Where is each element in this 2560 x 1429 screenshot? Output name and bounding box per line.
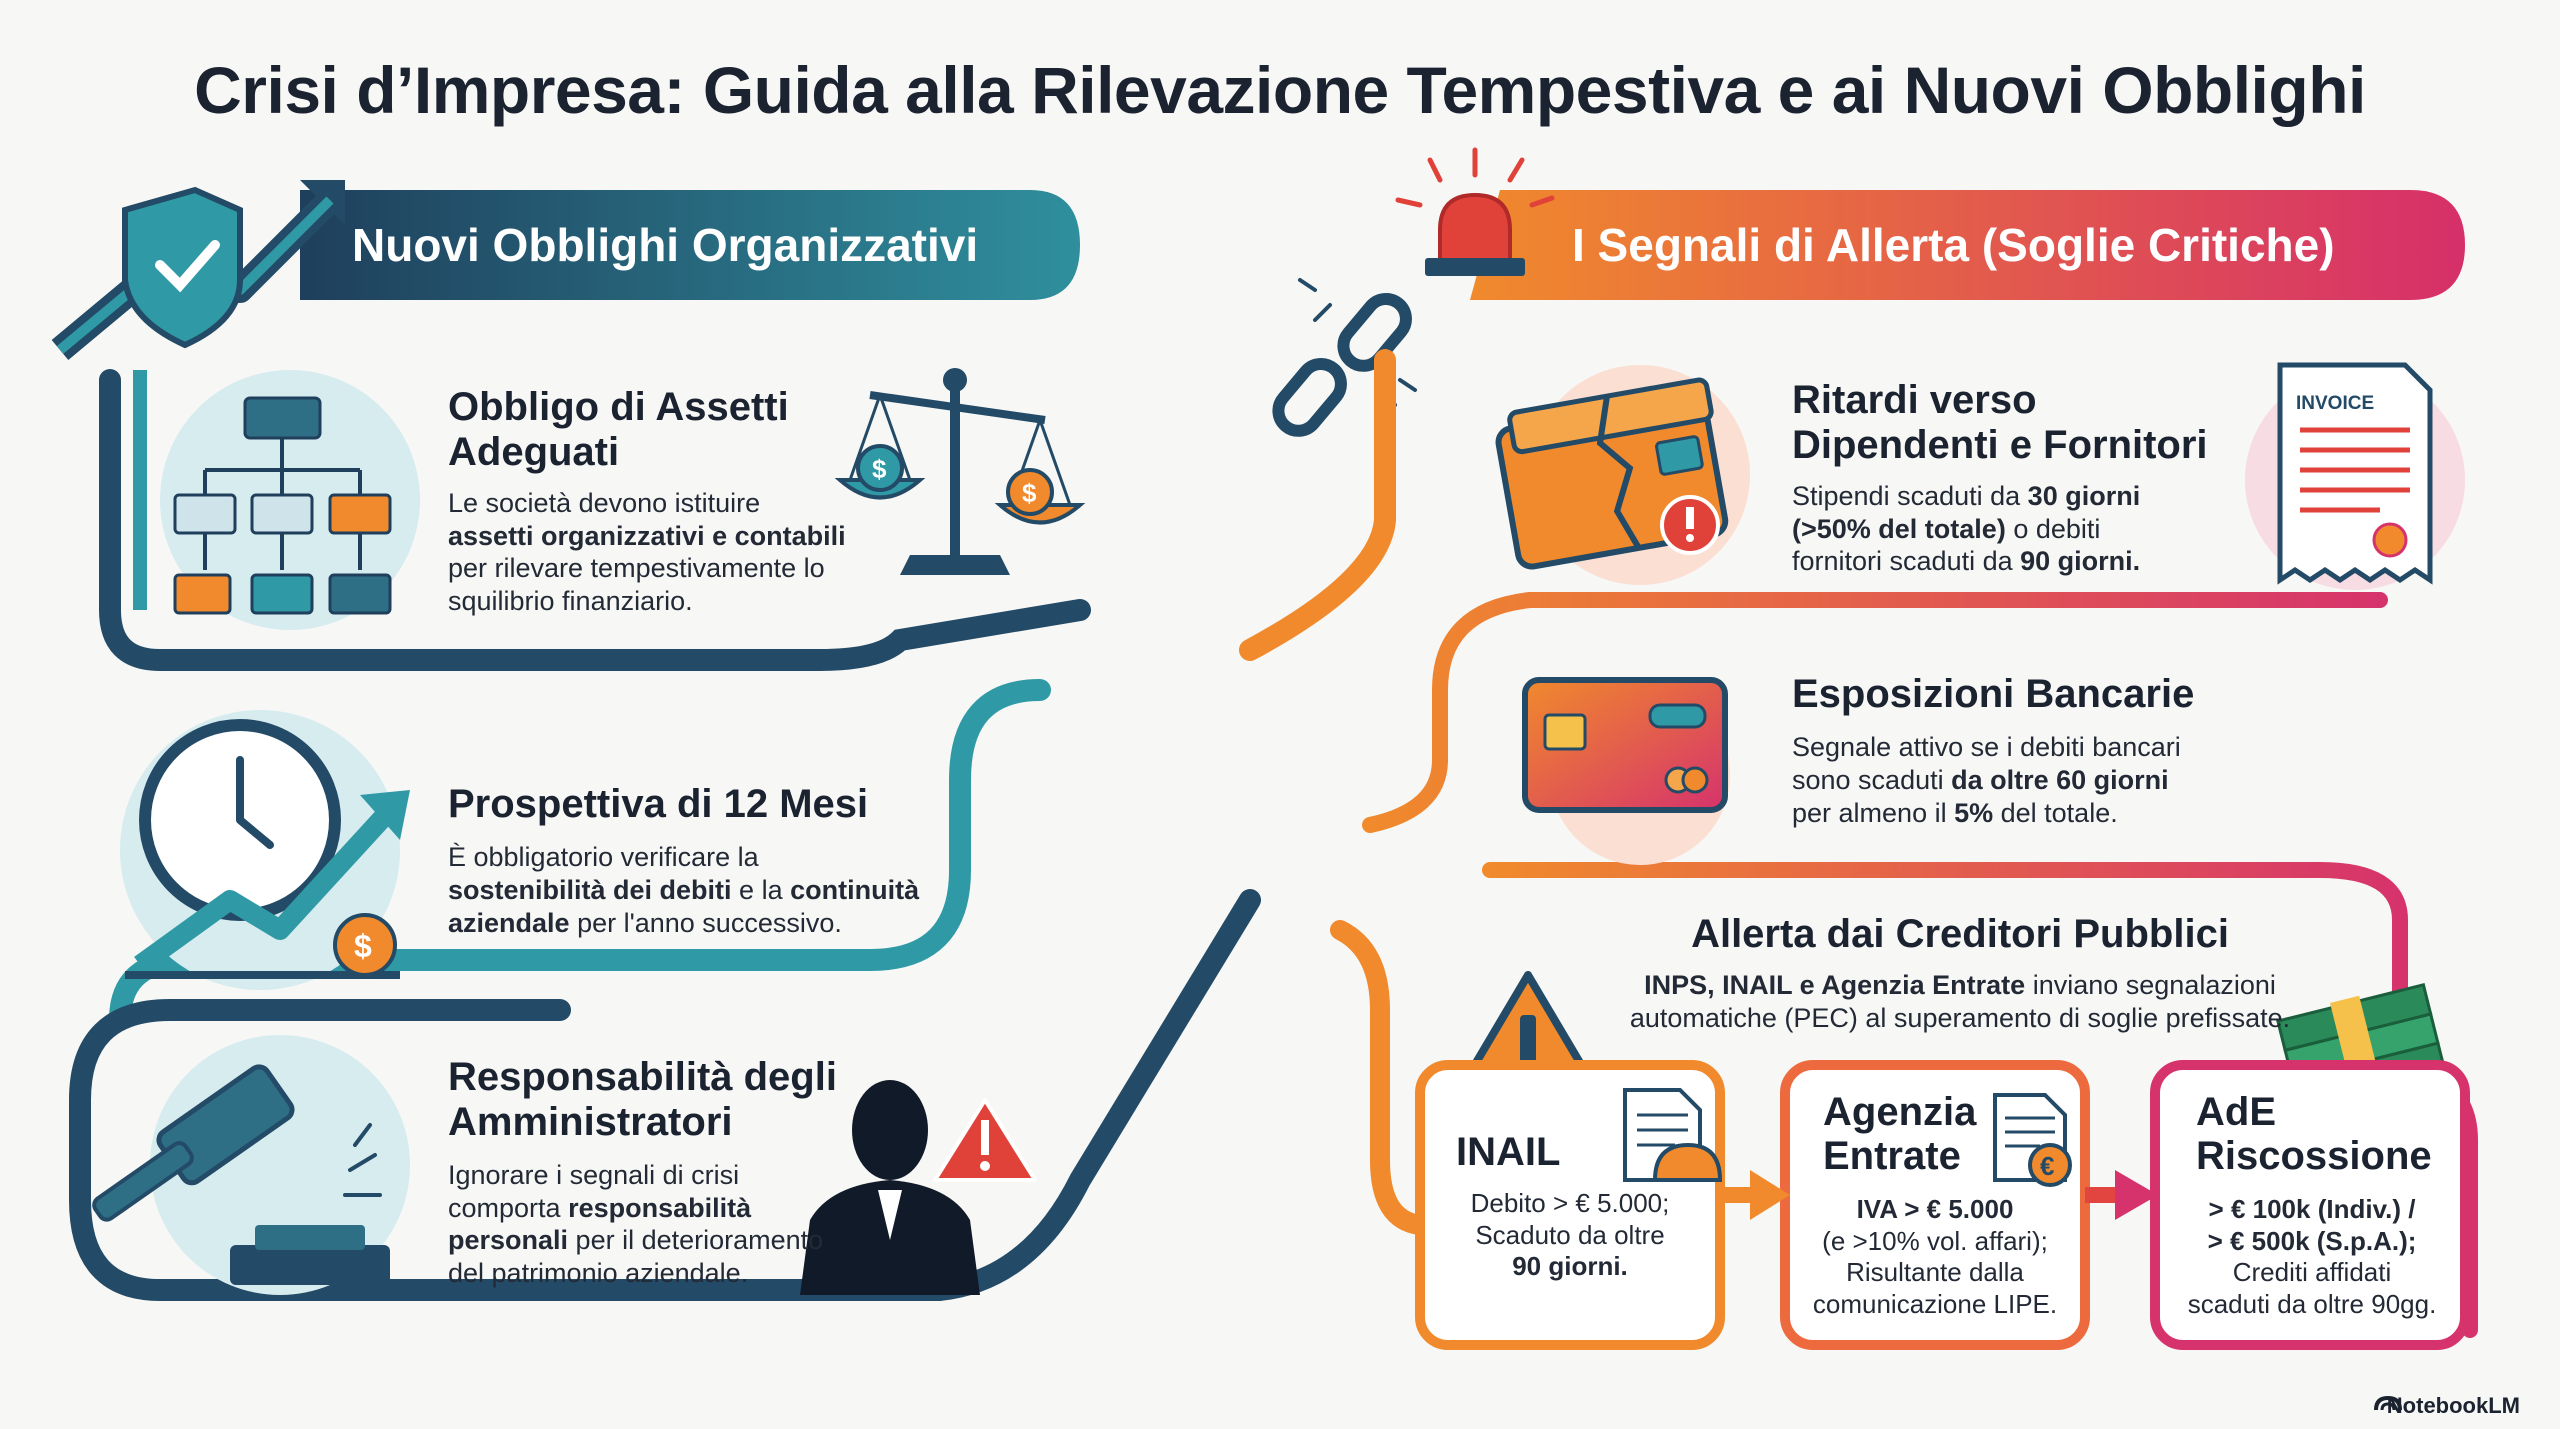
item-12-mesi-body-2c: continuità: [790, 874, 920, 905]
box-riscossione: [2172, 1090, 2452, 1321]
warning-triangle-icon-left: [935, 1100, 1035, 1180]
item-ritardi-body-1a: Stipendi scaduti da: [1792, 480, 2028, 511]
clock-growth-icon: [120, 710, 410, 990]
right-ribbon-side: [1340, 930, 1420, 1225]
box-riscossione-title-1: AdE: [2196, 1090, 2276, 1134]
item-ritardi-body-2a: (>50% del totale): [1792, 513, 2006, 544]
scales-icon: [840, 368, 1080, 575]
item-responsabilita-body-1: Ignorare i segnali di crisi: [448, 1159, 740, 1190]
public-creditors-body-1a: INPS, INAIL e Agenzia Entrate: [1644, 969, 2026, 1000]
item-12-mesi-body-1: È obbligatorio verificare la: [448, 841, 759, 872]
item-assetti-body-4: squilibrio finanziario.: [448, 586, 693, 617]
public-creditors-body-1b: inviano segnalazioni: [2025, 969, 2276, 1000]
item-responsabilita-body-4: del patrimonio aziendale.: [448, 1258, 749, 1289]
item-12-mesi-body-3a: aziendale: [448, 907, 570, 938]
item-ritardi-heading-1: Ritardi verso: [1792, 378, 2037, 422]
item-responsabilita-body-2b: responsabilità: [568, 1192, 752, 1223]
svg-text:€: €: [2040, 1151, 2055, 1181]
item-responsabilita-body-3b: per il deterioramento: [568, 1225, 824, 1256]
item-12-mesi-body-2a: sostenibilità dei debiti: [448, 874, 732, 905]
item-responsabilita-body-2a: comporta: [448, 1192, 569, 1223]
item-responsabilita-body-3a: personali: [448, 1225, 569, 1256]
broken-wallet-icon: [1494, 365, 1750, 585]
box-riscossione-line-1: > € 100k (Indiv.) /: [2208, 1194, 2416, 1224]
item-esposizioni-body-3a: per almeno il: [1792, 797, 1955, 828]
item-assetti-heading-1: Obbligo di Assetti: [448, 385, 789, 429]
box-agenzia-title-2: Entrate: [1823, 1134, 1961, 1178]
box-agenzia-line-4: comunicazione LIPE.: [1812, 1289, 2058, 1320]
item-assetti-body-1: Le società devono istituire: [448, 487, 761, 518]
item-assetti-body-3: per rilevare tempestivamente lo: [448, 553, 825, 584]
box-riscossione-line-4: scaduti da oltre 90gg.: [2187, 1289, 2437, 1320]
item-ritardi-heading-2: Dipendenti e Fornitori: [1792, 422, 2208, 467]
item-assetti-body-2: assetti organizzativi e contabili: [448, 520, 846, 551]
box-riscossione-line-3: Crediti affidati: [2232, 1257, 2392, 1288]
invoice-label: INVOICE: [2296, 393, 2375, 414]
item-esposizioni-body-2b: da oltre 60 giorni: [1951, 764, 2169, 795]
item-ritardi-body-2b: o debiti: [2005, 513, 2101, 544]
footer-brand: NotebookLM: [2386, 1393, 2520, 1418]
arrow-right-icon-1: [1720, 1170, 1790, 1220]
left-banner-title: Nuovi Obblighi Organizzativi: [352, 219, 979, 271]
item-ritardi-body-3a: fornitori scaduti da: [1792, 546, 2021, 577]
public-creditors-body-2: automatiche (PEC) al superamento di soglie prefissate.: [1629, 1002, 2291, 1033]
item-ritardi: [1792, 378, 2262, 578]
svg-text:$: $: [1022, 478, 1037, 508]
right-ribbon-upper: [1250, 360, 1385, 650]
item-ritardi-body-3b: 90 giorni.: [2020, 546, 2141, 577]
item-esposizioni-body-3c: del totale.: [1993, 797, 2118, 828]
item-12-mesi: [448, 782, 948, 940]
item-esposizioni-body-3b: 5%: [1954, 797, 1994, 828]
item-ritardi-body-1b: 30 giorni: [2027, 480, 2141, 511]
item-assetti: [448, 385, 848, 618]
svg-text:$: $: [354, 928, 372, 964]
item-12-mesi-heading: Prospettiva di 12 Mesi: [448, 782, 869, 826]
public-creditors-heading: Allerta dai Creditori Pubblici: [1691, 912, 2229, 956]
box-inail-line-1: Debito > € 5.000;: [1470, 1188, 1670, 1218]
item-esposizioni-body-1: Segnale attivo se i debiti bancari: [1792, 731, 2181, 762]
item-esposizioni-body-2a: sono scaduti: [1792, 764, 1952, 795]
box-agenzia: [1805, 1090, 2065, 1321]
item-esposizioni: [1792, 672, 2272, 830]
credit-card-icon: [1525, 680, 1730, 865]
box-agenzia-title-1: Agenzia: [1823, 1090, 1977, 1134]
box-riscossione-title-2: Riscossione: [2196, 1134, 2432, 1178]
svg-text:$: $: [872, 454, 887, 484]
right-banner-title: I Segnali di Allerta (Soglie Critiche): [1572, 219, 2335, 271]
item-responsabilita-heading-1: Responsabilità degli: [448, 1055, 837, 1099]
arrow-right-icon-2: [2085, 1170, 2158, 1220]
item-assetti-heading-2: Adeguati: [448, 429, 620, 474]
box-inail-line-2: Scaduto da oltre: [1475, 1219, 1665, 1250]
org-chart-icon: [160, 370, 420, 630]
item-12-mesi-body-3b: per l'anno successivo.: [569, 907, 842, 938]
item-responsabilita-heading-2: Amministratori: [448, 1099, 733, 1144]
item-esposizioni-heading: Esposizioni Bancarie: [1792, 672, 2195, 716]
page-title: Crisi d’Impresa: Guida alla Rilevazione Tempestiva e ai Nuovi Obblighi: [194, 53, 2366, 127]
item-12-mesi-body-2b: e la: [731, 874, 791, 905]
box-agenzia-line-3: Risultante dalla: [1846, 1257, 2024, 1288]
box-agenzia-line-2: (e >10% vol. affari);: [1822, 1225, 2048, 1256]
item-responsabilita: [448, 1055, 848, 1290]
public-creditors: [1560, 912, 2360, 1035]
box-inail-title: INAIL: [1456, 1130, 1561, 1174]
box-agenzia-line-1: IVA > € 5.000: [1856, 1194, 2014, 1224]
box-inail-line-3: 90 giorni.: [1512, 1251, 1628, 1282]
box-riscossione-line-2: > € 500k (S.p.A.);: [2207, 1225, 2417, 1256]
gavel-icon: [81, 1035, 410, 1295]
box-inail: [1440, 1130, 1700, 1283]
